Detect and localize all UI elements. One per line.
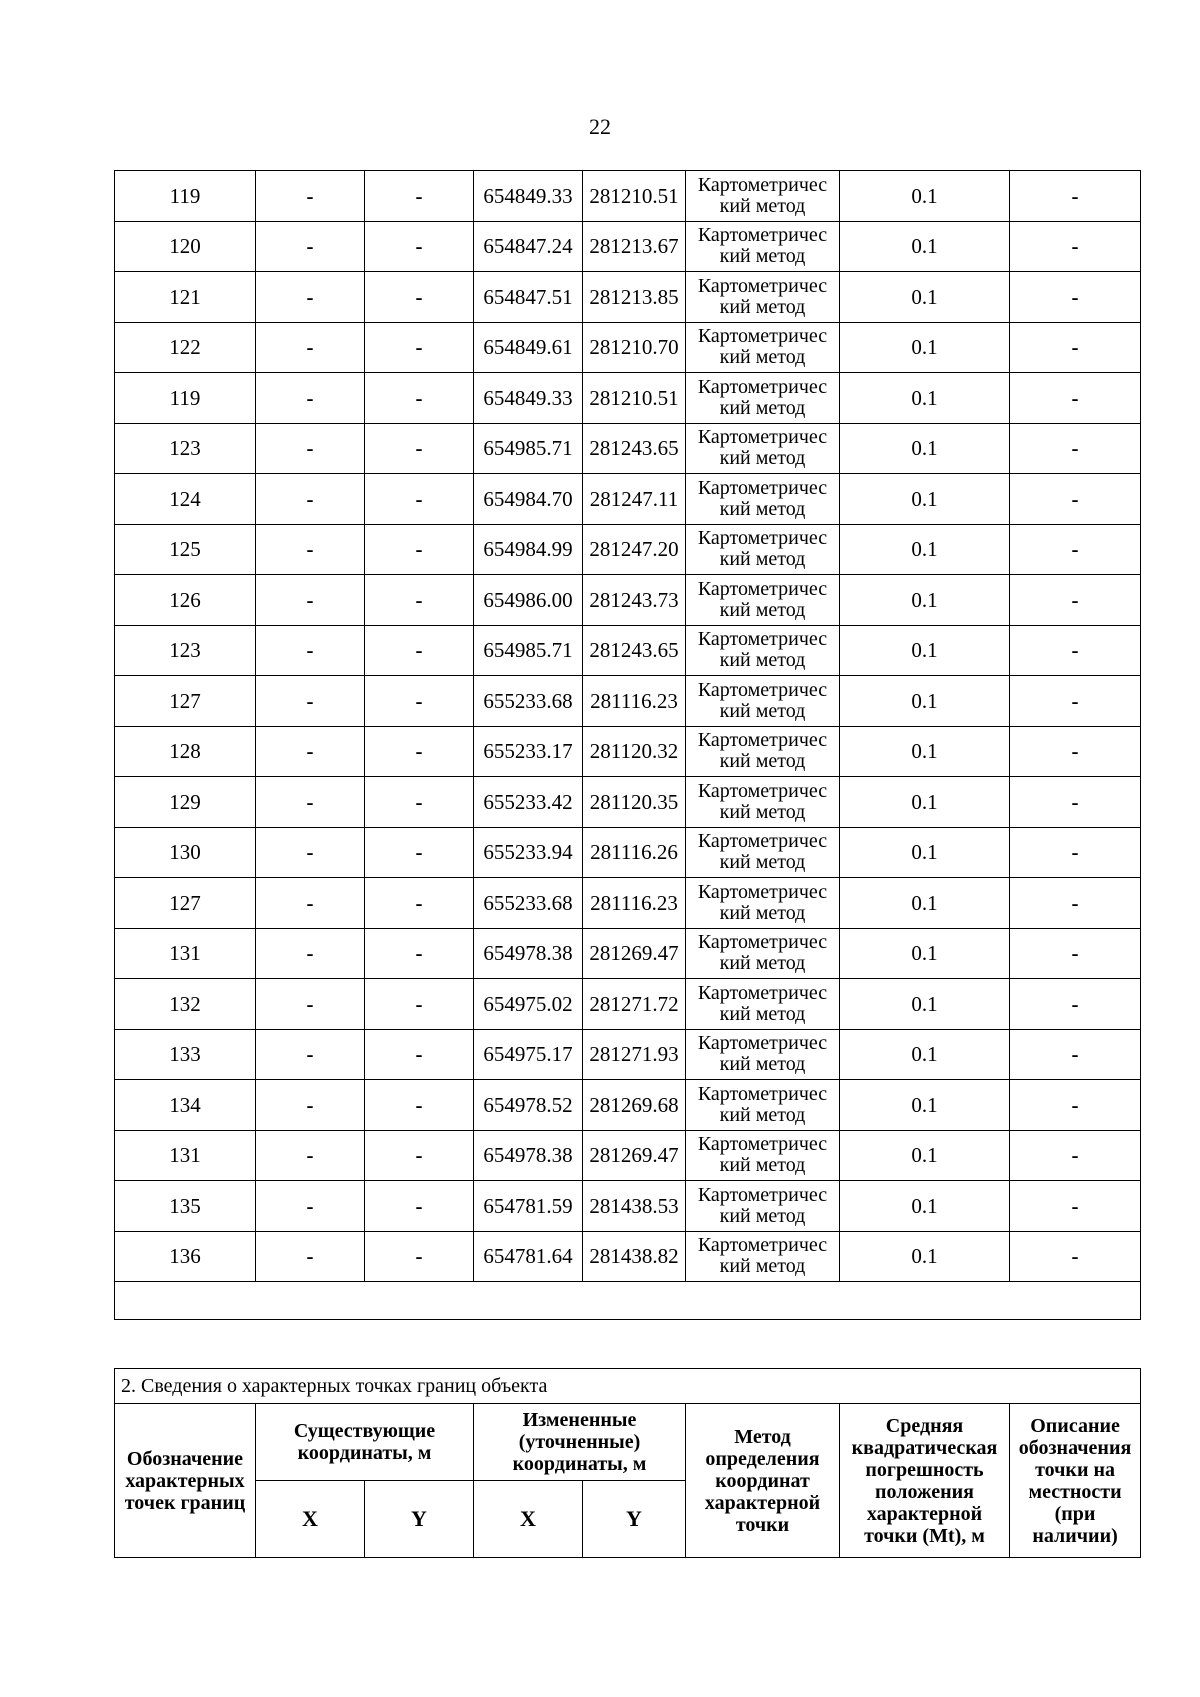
method-cell: [686, 575, 840, 626]
header-line: Описание: [1030, 1414, 1120, 1437]
point-number-cell: 125: [115, 524, 256, 575]
existing-y-cell: -: [365, 322, 474, 373]
precision-cell: 0.1: [840, 171, 1010, 222]
table-row: [115, 171, 1141, 222]
point-number-cell: 122: [115, 322, 256, 373]
refined-y-cell: 281210.51: [583, 171, 686, 222]
method-line: кий метод: [719, 295, 806, 318]
existing-x-cell: -: [256, 524, 365, 575]
point-number-cell: 127: [115, 878, 256, 929]
header-line: координат: [715, 1469, 810, 1492]
existing-y-cell: -: [365, 726, 474, 777]
description-cell: -: [1010, 878, 1141, 929]
method-line: кий метод: [719, 1053, 806, 1076]
header-line: характерных: [125, 1469, 245, 1492]
existing-x-cell: -: [256, 827, 365, 878]
refined-x-cell: 654975.02: [474, 979, 583, 1030]
method-line: Картометричес: [697, 931, 828, 954]
refined-y-cell: 281213.85: [583, 272, 686, 323]
existing-y-cell: -: [365, 221, 474, 272]
method-cell: [686, 726, 840, 777]
table-row: [115, 625, 1141, 676]
header-line: (при: [1054, 1502, 1096, 1525]
refined-y-cell: 281116.23: [583, 878, 686, 929]
refined-y-cell: 281269.68: [583, 1080, 686, 1131]
table-row: [115, 1130, 1141, 1181]
table-row: [115, 575, 1141, 626]
existing-x-cell: -: [256, 221, 365, 272]
refined-x-cell: 654984.99: [474, 524, 583, 575]
precision-cell: 0.1: [840, 272, 1010, 323]
method-line: кий метод: [719, 1103, 806, 1126]
refined-y-cell: 281271.93: [583, 1029, 686, 1080]
method-line: Картометричес: [697, 426, 828, 449]
refined-x-cell: 654847.24: [474, 221, 583, 272]
header-precision: [840, 1404, 1010, 1558]
refined-y-cell: 281120.32: [583, 726, 686, 777]
table-row: [115, 322, 1141, 373]
existing-x-cell: -: [256, 575, 365, 626]
header-line: точек границ: [124, 1491, 246, 1514]
method-line: Картометричес: [697, 729, 828, 752]
precision-cell: 0.1: [840, 423, 1010, 474]
refined-y-cell: 281247.11: [583, 474, 686, 525]
method-line: Картометричес: [697, 1032, 828, 1055]
existing-x-cell: -: [256, 1029, 365, 1080]
refined-x-cell: 654978.52: [474, 1080, 583, 1131]
refined-x-cell: 654849.61: [474, 322, 583, 373]
refined-y-cell: 281269.47: [583, 1130, 686, 1181]
header-existing-coordinates: [256, 1404, 474, 1481]
point-number-cell: 128: [115, 726, 256, 777]
method-cell: [686, 928, 840, 979]
existing-y-cell: -: [365, 1080, 474, 1131]
table-row: [115, 1231, 1141, 1282]
header-description: [1010, 1404, 1141, 1558]
method-cell: [686, 979, 840, 1030]
header-line: Метод: [734, 1425, 791, 1448]
table-row: [115, 524, 1141, 575]
description-cell: -: [1010, 423, 1141, 474]
precision-cell: 0.1: [840, 827, 1010, 878]
description-cell: -: [1010, 625, 1141, 676]
header-line: Обозначение: [126, 1447, 244, 1470]
point-number-cell: 129: [115, 777, 256, 828]
method-line: кий метод: [719, 245, 806, 268]
existing-y-cell: -: [365, 676, 474, 727]
refined-x-cell: 655233.68: [474, 676, 583, 727]
method-line: Картометричес: [697, 274, 828, 297]
header-line: определения: [705, 1447, 820, 1470]
existing-x-cell: -: [256, 777, 365, 828]
method-line: кий метод: [719, 1204, 806, 1227]
precision-cell: 0.1: [840, 1080, 1010, 1131]
method-line: Картометричес: [697, 1133, 828, 1156]
method-line: кий метод: [719, 851, 806, 874]
existing-y-cell: -: [365, 474, 474, 525]
refined-y-cell: 281116.26: [583, 827, 686, 878]
table-row: [115, 878, 1141, 929]
header-point-designation: [115, 1404, 256, 1558]
header-existing-x: X: [256, 1481, 365, 1558]
existing-y-cell: -: [365, 1231, 474, 1282]
precision-cell: 0.1: [840, 1130, 1010, 1181]
refined-y-cell: 281243.73: [583, 575, 686, 626]
refined-x-cell: 654978.38: [474, 928, 583, 979]
refined-x-cell: 654849.33: [474, 171, 583, 222]
refined-x-cell: 654985.71: [474, 625, 583, 676]
refined-x-cell: 655233.94: [474, 827, 583, 878]
header-line: квадратическая: [851, 1436, 998, 1459]
header-line: положения: [875, 1480, 974, 1503]
method-line: кий метод: [719, 447, 806, 470]
point-number-cell: 120: [115, 221, 256, 272]
description-cell: -: [1010, 676, 1141, 727]
header-line: координаты, м: [512, 1453, 647, 1475]
point-number-cell: 132: [115, 979, 256, 1030]
header-existing-y: Y: [365, 1481, 474, 1558]
header-line: характерной: [704, 1491, 821, 1514]
table-row: [115, 928, 1141, 979]
method-line: кий метод: [719, 598, 806, 621]
existing-y-cell: -: [365, 979, 474, 1030]
existing-x-cell: -: [256, 979, 365, 1030]
point-number-cell: 131: [115, 928, 256, 979]
table-row: [115, 373, 1141, 424]
description-cell: -: [1010, 474, 1141, 525]
method-line: Картометричес: [697, 224, 828, 247]
table-row: [115, 777, 1141, 828]
existing-x-cell: -: [256, 625, 365, 676]
method-cell: [686, 221, 840, 272]
point-number-cell: 124: [115, 474, 256, 525]
section2-caption: 2. Сведения о характерных точках границ объекта: [115, 1369, 1141, 1404]
precision-cell: 0.1: [840, 1231, 1010, 1282]
point-number-cell: 136: [115, 1231, 256, 1282]
precision-cell: 0.1: [840, 979, 1010, 1030]
refined-x-cell: 654985.71: [474, 423, 583, 474]
table-row: [115, 474, 1141, 525]
refined-y-cell: 281243.65: [583, 423, 686, 474]
refined-y-cell: 281213.67: [583, 221, 686, 272]
refined-x-cell: 654978.38: [474, 1130, 583, 1181]
precision-cell: 0.1: [840, 1181, 1010, 1232]
method-cell: [686, 474, 840, 525]
method-line: Картометричес: [697, 830, 828, 853]
method-cell: [686, 423, 840, 474]
existing-x-cell: -: [256, 272, 365, 323]
existing-x-cell: -: [256, 928, 365, 979]
method-cell: [686, 827, 840, 878]
refined-x-cell: 654781.59: [474, 1181, 583, 1232]
existing-y-cell: -: [365, 575, 474, 626]
existing-y-cell: -: [365, 1181, 474, 1232]
method-line: Картометричес: [697, 880, 828, 903]
refined-y-cell: 281247.20: [583, 524, 686, 575]
description-cell: -: [1010, 928, 1141, 979]
refined-x-cell: 654975.17: [474, 1029, 583, 1080]
header-line: обозначения: [1018, 1436, 1132, 1459]
refined-y-cell: 281438.53: [583, 1181, 686, 1232]
point-number-cell: 133: [115, 1029, 256, 1080]
header-changed-coordinates: [474, 1404, 686, 1481]
table-row: [115, 272, 1141, 323]
existing-x-cell: -: [256, 878, 365, 929]
method-line: Картометричес: [697, 779, 828, 802]
method-line: Картометричес: [697, 375, 828, 398]
method-cell: [686, 1029, 840, 1080]
method-cell: [686, 322, 840, 373]
header-method: [686, 1404, 840, 1558]
method-line: кий метод: [719, 396, 806, 419]
empty-table-row: [115, 1282, 1141, 1320]
description-cell: -: [1010, 575, 1141, 626]
table-row: [115, 221, 1141, 272]
method-line: кий метод: [719, 548, 806, 571]
description-cell: -: [1010, 373, 1141, 424]
page-number: 22: [589, 114, 611, 139]
table-row: [115, 726, 1141, 777]
precision-cell: 0.1: [840, 676, 1010, 727]
precision-cell: 0.1: [840, 878, 1010, 929]
precision-cell: 0.1: [840, 524, 1010, 575]
method-cell: [686, 272, 840, 323]
existing-x-cell: -: [256, 373, 365, 424]
method-cell: [686, 524, 840, 575]
point-number-cell: 135: [115, 1181, 256, 1232]
refined-x-cell: 655233.42: [474, 777, 583, 828]
point-number-cell: 119: [115, 373, 256, 424]
method-line: кий метод: [719, 800, 806, 823]
existing-y-cell: -: [365, 827, 474, 878]
method-line: Картометричес: [697, 527, 828, 550]
method-line: кий метод: [719, 1154, 806, 1177]
table-row: [115, 979, 1141, 1030]
existing-x-cell: -: [256, 676, 365, 727]
description-cell: -: [1010, 1130, 1141, 1181]
method-line: Картометричес: [697, 577, 828, 600]
method-cell: [686, 1181, 840, 1232]
method-line: Картометричес: [697, 1082, 828, 1105]
method-cell: [686, 878, 840, 929]
existing-y-cell: -: [365, 171, 474, 222]
description-cell: -: [1010, 726, 1141, 777]
precision-cell: 0.1: [840, 625, 1010, 676]
method-cell: [686, 777, 840, 828]
existing-y-cell: -: [365, 1029, 474, 1080]
point-number-cell: 123: [115, 625, 256, 676]
header-line: погрешность: [865, 1458, 984, 1481]
refined-x-cell: 654849.33: [474, 373, 583, 424]
refined-x-cell: 654781.64: [474, 1231, 583, 1282]
description-cell: -: [1010, 221, 1141, 272]
table-row: [115, 1080, 1141, 1131]
precision-cell: 0.1: [840, 221, 1010, 272]
refined-y-cell: 281116.23: [583, 676, 686, 727]
existing-y-cell: -: [365, 423, 474, 474]
method-cell: [686, 171, 840, 222]
method-line: Картометричес: [697, 325, 828, 348]
header-line: Существующие: [293, 1420, 436, 1442]
description-cell: -: [1010, 979, 1141, 1030]
description-cell: -: [1010, 1231, 1141, 1282]
existing-x-cell: -: [256, 171, 365, 222]
method-line: Картометричес: [697, 678, 828, 701]
refined-x-cell: 654984.70: [474, 474, 583, 525]
method-line: кий метод: [719, 750, 806, 773]
table-row: [115, 1181, 1141, 1232]
method-line: Картометричес: [697, 173, 828, 196]
header-line: координаты, м: [297, 1442, 432, 1464]
refined-x-cell: 654986.00: [474, 575, 583, 626]
method-line: кий метод: [719, 1002, 806, 1025]
existing-x-cell: -: [256, 1231, 365, 1282]
description-cell: -: [1010, 827, 1141, 878]
header-line: местности: [1028, 1480, 1122, 1503]
description-cell: -: [1010, 1029, 1141, 1080]
coordinates-table-body: [115, 171, 1141, 1320]
point-number-cell: 127: [115, 676, 256, 727]
existing-y-cell: -: [365, 272, 474, 323]
description-cell: -: [1010, 1080, 1141, 1131]
existing-y-cell: -: [365, 524, 474, 575]
existing-x-cell: -: [256, 1130, 365, 1181]
header-line: характерной: [866, 1502, 983, 1525]
precision-cell: 0.1: [840, 322, 1010, 373]
method-line: Картометричес: [697, 476, 828, 499]
refined-x-cell: 655233.68: [474, 878, 583, 929]
precision-cell: 0.1: [840, 1029, 1010, 1080]
header-line: (уточненные): [518, 1431, 641, 1453]
point-number-cell: 121: [115, 272, 256, 323]
method-cell: [686, 373, 840, 424]
description-cell: -: [1010, 322, 1141, 373]
method-line: Картометричес: [697, 981, 828, 1004]
table-row: [115, 676, 1141, 727]
empty-cell: [115, 1282, 1141, 1320]
table-row: [115, 1029, 1141, 1080]
method-line: Картометричес: [697, 1183, 828, 1206]
point-number-cell: 130: [115, 827, 256, 878]
method-line: кий метод: [719, 699, 806, 722]
header-line: Средняя: [885, 1414, 964, 1437]
point-number-cell: 131: [115, 1130, 256, 1181]
method-line: кий метод: [719, 1255, 806, 1278]
existing-y-cell: -: [365, 928, 474, 979]
description-cell: -: [1010, 171, 1141, 222]
table-row: [115, 423, 1141, 474]
refined-y-cell: 281243.65: [583, 625, 686, 676]
method-cell: [686, 1130, 840, 1181]
method-cell: [686, 625, 840, 676]
method-cell: [686, 676, 840, 727]
coordinates-table: [114, 170, 1141, 1320]
header-changed-x: X: [474, 1481, 583, 1558]
refined-y-cell: 281120.35: [583, 777, 686, 828]
table-row: [115, 827, 1141, 878]
existing-y-cell: -: [365, 1130, 474, 1181]
existing-y-cell: -: [365, 373, 474, 424]
refined-y-cell: 281210.51: [583, 373, 686, 424]
point-number-cell: 119: [115, 171, 256, 222]
section2-header-table: [114, 1368, 1141, 1558]
method-cell: [686, 1080, 840, 1131]
precision-cell: 0.1: [840, 373, 1010, 424]
description-cell: -: [1010, 524, 1141, 575]
method-line: Картометричес: [697, 628, 828, 651]
precision-cell: 0.1: [840, 575, 1010, 626]
point-number-cell: 123: [115, 423, 256, 474]
method-line: кий метод: [719, 497, 806, 520]
description-cell: -: [1010, 777, 1141, 828]
description-cell: -: [1010, 1181, 1141, 1232]
existing-x-cell: -: [256, 1080, 365, 1131]
existing-x-cell: -: [256, 726, 365, 777]
existing-y-cell: -: [365, 625, 474, 676]
refined-x-cell: 654847.51: [474, 272, 583, 323]
point-number-cell: 134: [115, 1080, 256, 1131]
method-line: Картометричес: [697, 1234, 828, 1257]
refined-y-cell: 281210.70: [583, 322, 686, 373]
refined-y-cell: 281438.82: [583, 1231, 686, 1282]
header-changed-y: Y: [583, 1481, 686, 1558]
precision-cell: 0.1: [840, 474, 1010, 525]
method-line: кий метод: [719, 952, 806, 975]
existing-x-cell: -: [256, 474, 365, 525]
method-line: кий метод: [719, 649, 806, 672]
point-number-cell: 126: [115, 575, 256, 626]
existing-y-cell: -: [365, 878, 474, 929]
refined-x-cell: 655233.17: [474, 726, 583, 777]
header-line: наличии): [1032, 1524, 1118, 1547]
description-cell: -: [1010, 272, 1141, 323]
method-line: кий метод: [719, 194, 806, 217]
header-line: точки (Mt), м: [864, 1524, 985, 1547]
method-line: кий метод: [719, 901, 806, 924]
existing-x-cell: -: [256, 423, 365, 474]
precision-cell: 0.1: [840, 928, 1010, 979]
header-line: точки: [735, 1513, 790, 1536]
method-line: кий метод: [719, 346, 806, 369]
existing-x-cell: -: [256, 322, 365, 373]
header-line: Измененные: [522, 1409, 637, 1431]
refined-y-cell: 281269.47: [583, 928, 686, 979]
existing-y-cell: -: [365, 777, 474, 828]
precision-cell: 0.1: [840, 726, 1010, 777]
method-cell: [686, 1231, 840, 1282]
header-line: точки на: [1035, 1458, 1115, 1481]
refined-y-cell: 281271.72: [583, 979, 686, 1030]
existing-x-cell: -: [256, 1181, 365, 1232]
precision-cell: 0.1: [840, 777, 1010, 828]
